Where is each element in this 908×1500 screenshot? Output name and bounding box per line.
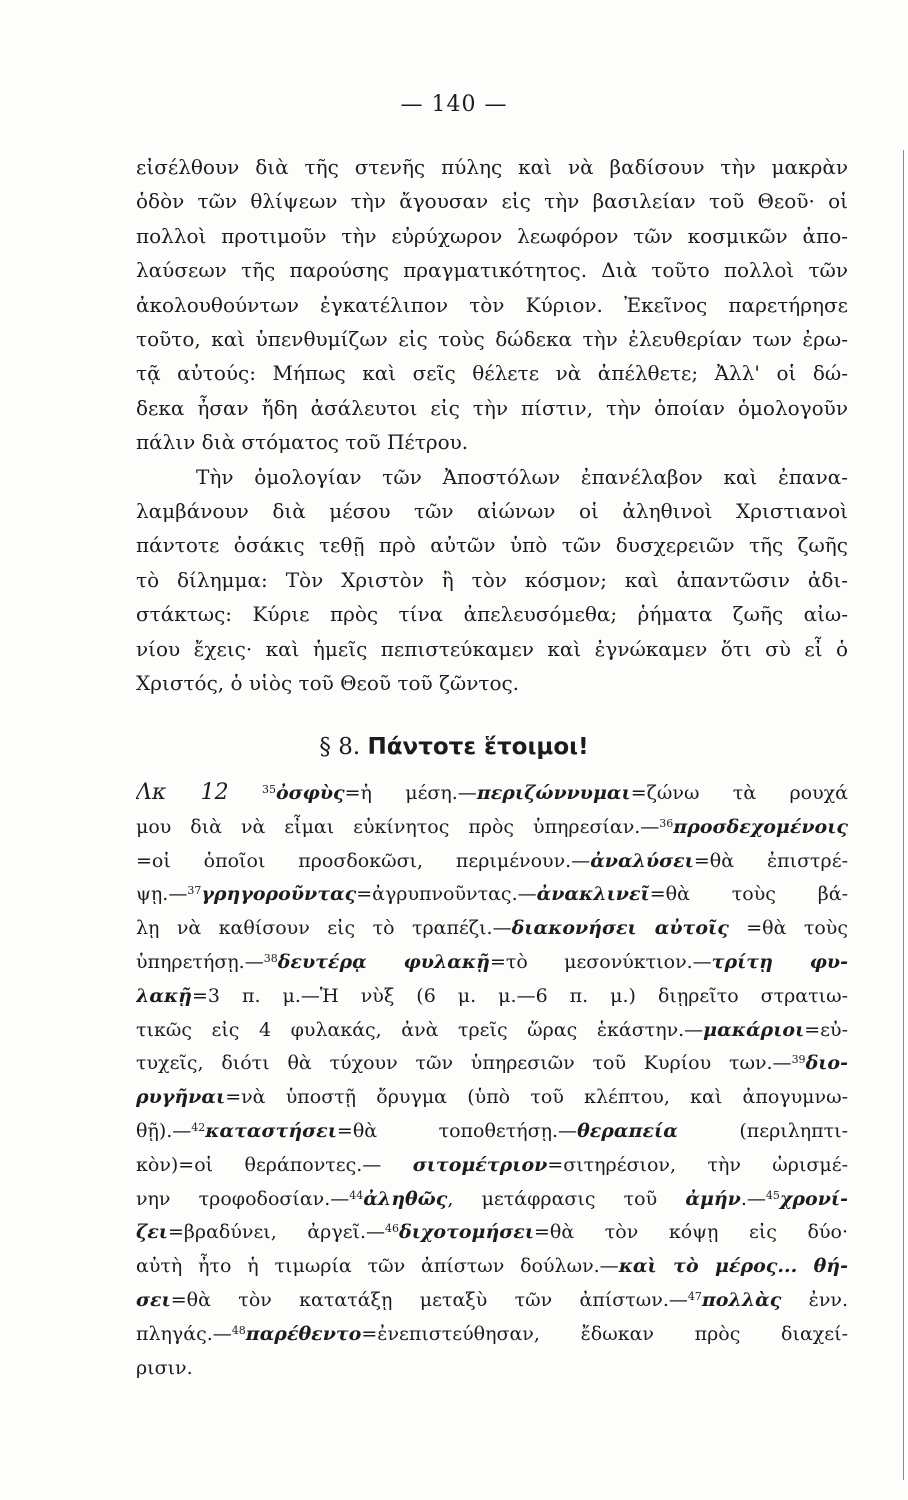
note-line: τυχεῖς, διότι θὰ τύχουν τῶν ὑπηρεσιῶν τοῦ Κυρίου των.—$^{39}$διο- xyxy=(136,1052,848,1075)
note-line: νην τροφοδοσίαν.—$^{44}$ἀληθῶς, μετάφρασις τοῦ ἀμήν.—$^{45}$χρονί- xyxy=(136,1187,848,1210)
note-line: λῃ νὰ καθίσουν εἰς τὸ τραπέζι.—διακονήσει αὐτοῖς =θὰ τοὺς xyxy=(136,917,848,940)
body-line: ἀκολουθούντων ἐγκατέλιπον τὸν Κύριον. Ἐκεῖνος παρετήρησε xyxy=(136,292,848,317)
scripture-reference: Λκ 12 xyxy=(136,780,229,805)
note-term: ζει xyxy=(136,1221,168,1244)
body-line: Χριστός, ὁ υἱὸς τοῦ Θεοῦ τοῦ ζῶντος. xyxy=(136,671,520,696)
note-line: ρυγῆναι=νὰ ὑποστῇ ὄρυγμα (ὑπὸ τοῦ κλέπτου, καὶ ἀπογυμνω- xyxy=(136,1086,848,1109)
note-term: πολλὰς xyxy=(701,1288,782,1311)
note-line: πληγάς.—$^{48}$παρέθεντο=ἐνεπιστεύθησαν, ἔδωκαν πρὸς διαχεί- xyxy=(136,1322,848,1345)
note-term: σει xyxy=(136,1288,171,1311)
note-term: λακῇ xyxy=(136,984,192,1007)
note-line: ρισιν. xyxy=(136,1356,193,1379)
note-term: τρίτῃ φυ- xyxy=(711,950,848,973)
note-line: Λκ 12 $^{35}$ὀσφὺς=ἡ μέση.—περιζώννυμαι=ζώνω τὰ ρουχά xyxy=(136,780,848,805)
note-line: αὐτὴ ἦτο ἡ τιμωρία τῶν ἀπίστων δούλων.—καὶ τὸ μέρος... θή- xyxy=(136,1255,848,1278)
body-line: ὁδὸν τῶν θλίψεων τὴν ἄγουσαν εἰς τὴν βασιλείαν τοῦ Θεοῦ· οἱ xyxy=(136,189,848,214)
body-line: πολλοὶ προτιμοῦν τὴν εὐρύχωρον λεωφόρον τῶν κοσμικῶν ἀπο- xyxy=(136,223,848,248)
body-line: τᾷ αὐτούς: Μήπως καὶ σεῖς θέλετε νὰ ἀπέλθετε; Ἀλλ' οἱ δώ- xyxy=(136,361,848,386)
note-term: προσδεχομένοις xyxy=(673,815,848,838)
body-line: τὸ δίλημμα: Τὸν Χριστὸν ἢ τὸν κόσμον; καὶ ἀπαντῶσιν ἀδι- xyxy=(136,567,848,592)
section-symbol: § 8. xyxy=(319,734,361,760)
body-line: τοῦτο, καὶ ὑπενθυμίζων εἰς τοὺς δώδεκα τὴν ἐλευθερίαν των ἐρω- xyxy=(136,327,848,352)
section-title: Πάντοτε ἕτοιμοι! xyxy=(367,734,589,760)
body-text xyxy=(136,150,848,701)
glossary-notes xyxy=(136,776,848,1385)
body-line: νίου ἔχεις· καὶ ἡμεῖς πεπιστεύκαμεν καὶ ἐγνώκαμεν ὅτι σὺ εἶ ὁ xyxy=(136,636,848,661)
note-term: ἀνακλινεῖ xyxy=(536,883,650,906)
page-number: — 140 — xyxy=(400,92,508,117)
note-line: θῇ).—$^{42}$καταστήσει=θὰ τοποθετήσῃ.—θεραπεία (περιληπτι- xyxy=(136,1119,848,1142)
note-line: σει=θὰ τὸν κατατάξῃ μεταξὺ τῶν ἀπίστων.—$^{47}$πολλὰς ἐνν. xyxy=(136,1288,848,1311)
note-term: ὀσφὺς xyxy=(275,782,345,804)
note-term: διο- xyxy=(805,1052,848,1075)
body-line: δεκα ἦσαν ἤδη ἀσάλευτοι εἰς τὴν πίστιν, τὴν ὁποίαν ὁμολογοῦν xyxy=(136,395,848,420)
body-line: λαύσεων τῆς παρούσης πραγματικότητος. Διὰ τοῦτο πολλοὶ τῶν xyxy=(136,258,848,283)
note-term: γρηγοροῦντας xyxy=(201,883,357,906)
note-term: ἀληθῶς xyxy=(363,1187,448,1210)
note-term: ἀμήν xyxy=(685,1187,741,1210)
note-line: κὸν)=οἱ θεράποντες.— σιτομέτριον=σιτηρέσιον, τὴν ὡρισμέ- xyxy=(136,1153,848,1176)
note-term: ἀναλύσει xyxy=(590,849,694,872)
body-line: εἰσέλθουν διὰ τῆς στενῆς πύλης καὶ νὰ βαδίσουν τὴν μακρὰν xyxy=(136,155,848,179)
note-term: δευτέρᾳ φυλακῇ xyxy=(277,950,490,973)
note-term: παρέθεντο xyxy=(245,1322,362,1345)
section-heading xyxy=(0,730,908,764)
note-term: χρονί- xyxy=(779,1187,848,1210)
body-line: λαμβάνουν διὰ μέσου τῶν αἰώνων οἱ ἀληθινοὶ Χριστιανοὶ xyxy=(136,499,848,524)
note-line: =οἱ ὁποῖοι προσδοκῶσι, περιμένουν.—ἀναλύσει=θὰ ἐπιστρέ- xyxy=(136,849,848,872)
note-term: σιτομέτριον xyxy=(412,1153,548,1176)
note-term: διχοτομήσει xyxy=(399,1221,535,1244)
note-line: ὑπηρετήσῃ.—$^{38}$δευτέρᾳ φυλακῇ=τὸ μεσονύκτιον.—τρίτῃ φυ- xyxy=(136,950,848,973)
body-line: πάλιν διὰ στόματος τοῦ Πέτρου. xyxy=(136,430,469,455)
note-line: λακῇ=3 π. μ.—Ἡ νὺξ (6 μ. μ.—6 π. μ.) διῃρεῖτο στρατιω- xyxy=(136,984,848,1007)
note-line: τικῶς εἰς 4 φυλακάς, ἀνὰ τρεῖς ὥρας ἑκάστην.—μακάριοι=εὐ- xyxy=(136,1018,848,1041)
page-edge-line xyxy=(903,150,904,1480)
note-term: καταστήσει xyxy=(205,1119,337,1142)
note-term: θεραπεία xyxy=(577,1119,678,1142)
note-line: μου διὰ νὰ εἶμαι εὐκίνητος πρὸς ὑπηρεσίαν.—$^{36}$προσδεχομένοις xyxy=(136,815,848,838)
note-line: ζει=βραδύνει, ἀργεῖ.—$^{46}$διχοτομήσει=θὰ τὸν κόψῃ εἰς δύο· xyxy=(136,1221,848,1244)
body-line: πάντοτε ὁσάκις τεθῇ πρὸ αὐτῶν ὑπὸ τῶν δυσχερειῶν τῆς ζωῆς xyxy=(136,533,848,558)
note-term: μακάριοι xyxy=(703,1018,805,1041)
note-term: καὶ τὸ μέρος... θή- xyxy=(618,1255,848,1278)
note-term: περιζώννυμαι xyxy=(476,782,631,804)
body-line: στάκτως: Κύριε πρὸς τίνα ἀπελευσόμεθα; ῥήματα ζωῆς αἰω- xyxy=(136,602,848,627)
note-term: διακονήσει αὐτοῖς xyxy=(511,917,729,940)
body-line: Τὴν ὁμολογίαν τῶν Ἀποστόλων ἐπανέλαβον καὶ ἐπανα- xyxy=(196,464,848,489)
note-term: ρυγῆναι xyxy=(136,1086,226,1109)
note-line: ψῃ.—$^{37}$γρηγοροῦντας=ἀγρυπνοῦντας.—ἀνακλινεῖ=θὰ τοὺς βά- xyxy=(136,883,848,906)
